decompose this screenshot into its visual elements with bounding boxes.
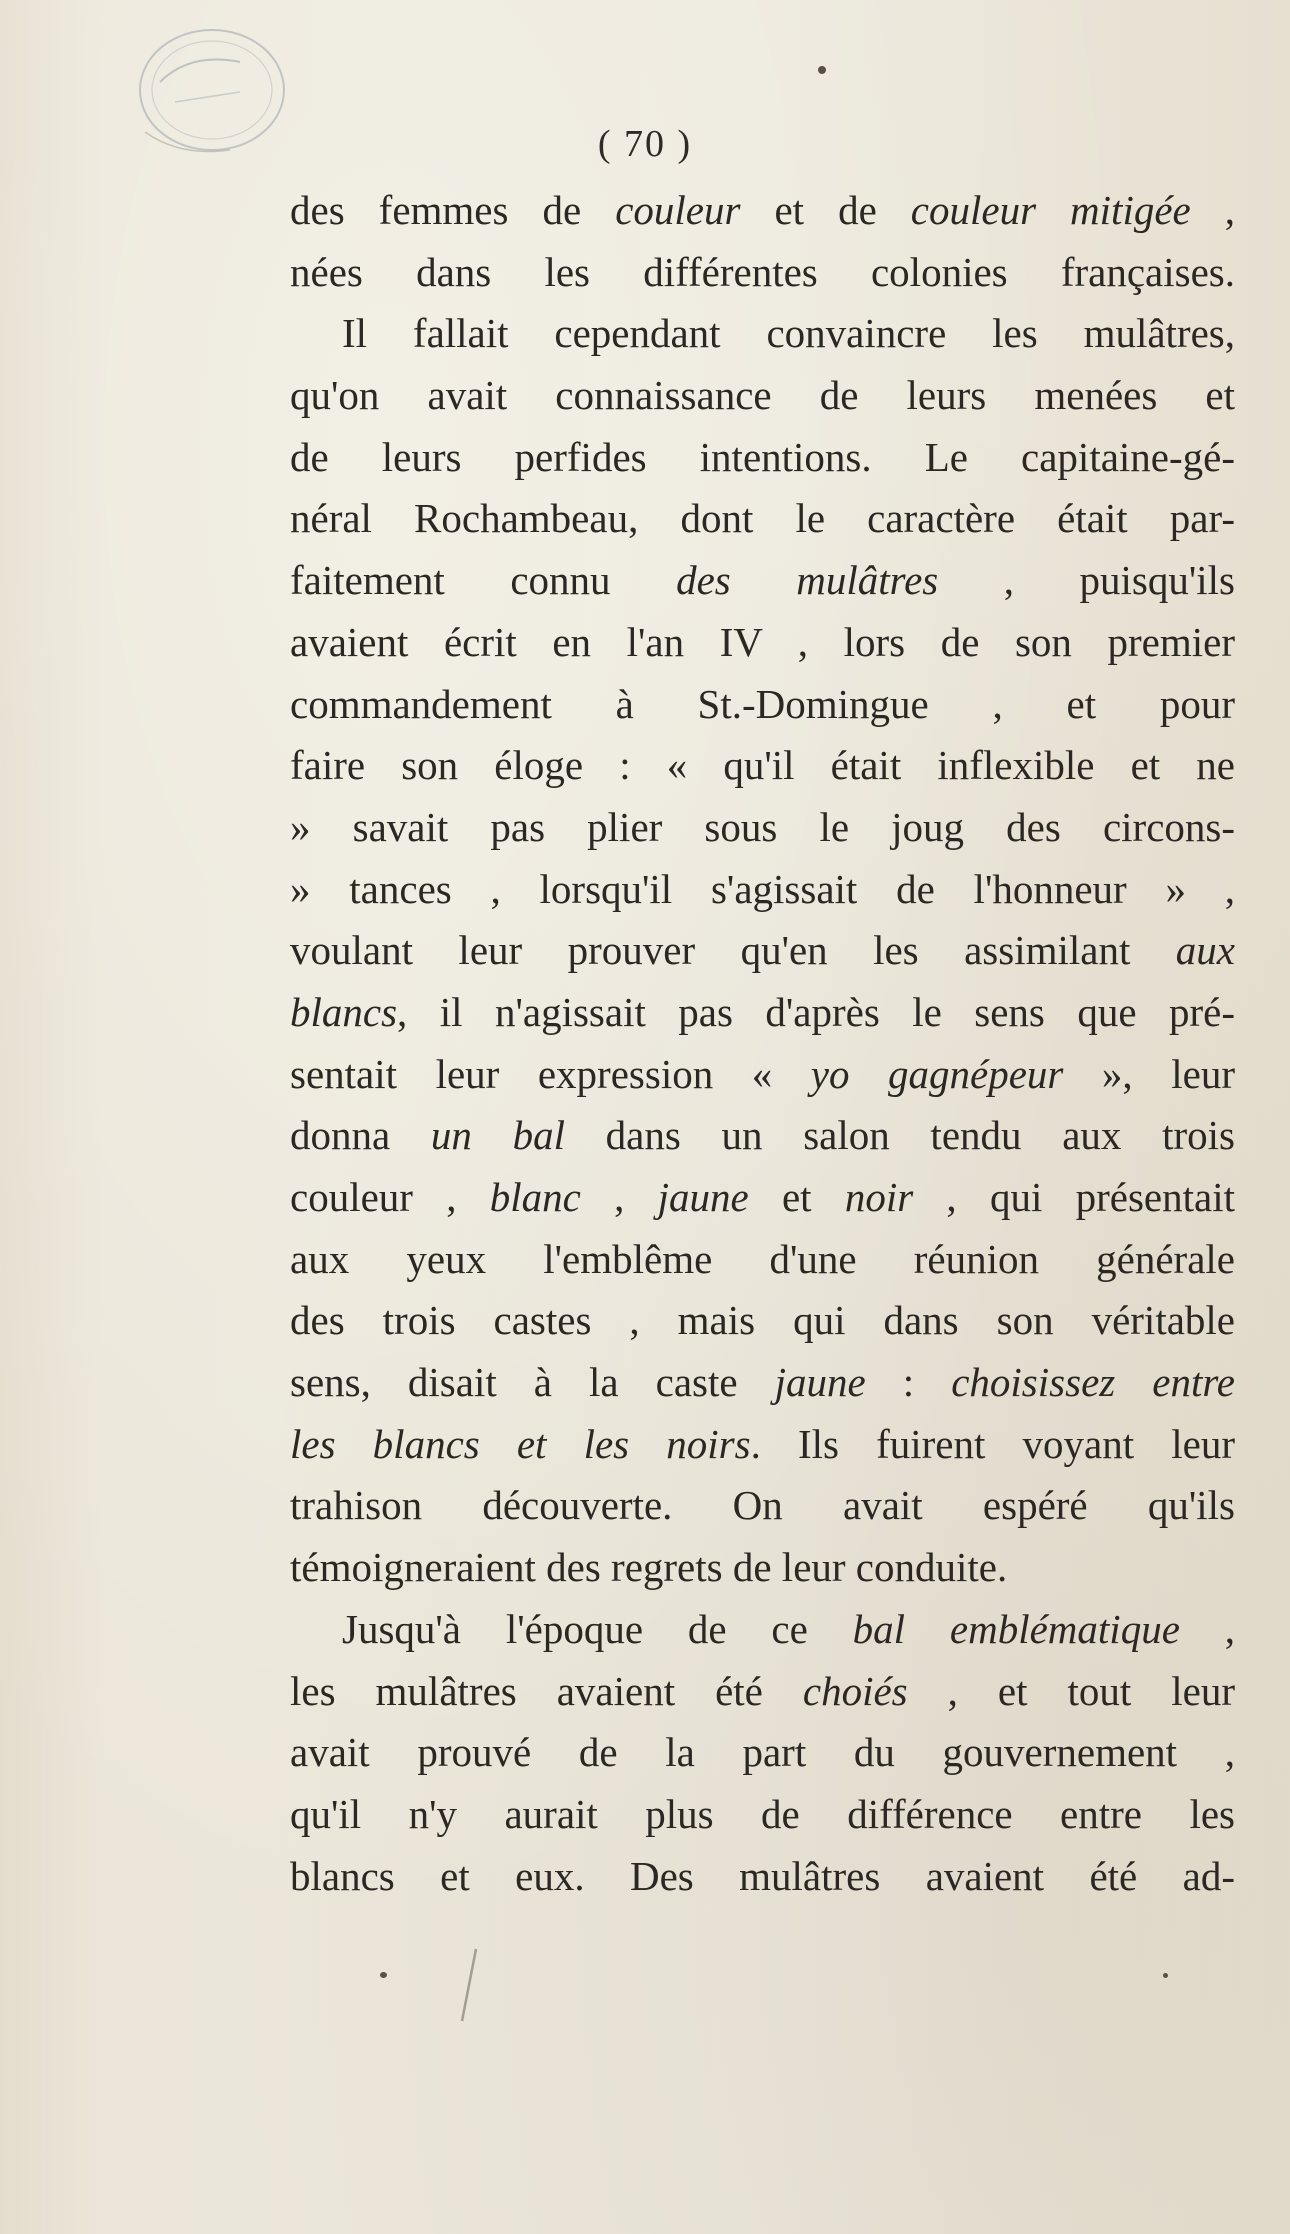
text-line	[290, 550, 1235, 612]
text-line	[290, 1846, 1235, 1908]
italic-text: un bal	[430, 1112, 565, 1159]
text-run: et de	[740, 187, 911, 233]
text-line	[290, 1414, 1235, 1476]
ink-speck	[818, 66, 826, 74]
text-line	[290, 1784, 1235, 1846]
text-run: blancs et eux. Des mulâtres avaient été ad-	[290, 1852, 1235, 1899]
text-run: des trois castes , mais qui dans son véritable	[290, 1297, 1235, 1344]
italic-text: des mulâtres	[676, 557, 939, 604]
text-line	[290, 1537, 1235, 1599]
text-line	[290, 1722, 1235, 1784]
text-run: témoigneraient des regrets de leur conduite.	[290, 1544, 1008, 1591]
page-number: ( 70 )	[597, 123, 693, 165]
text-run: faitement connu	[290, 557, 677, 604]
text-run: . Ils fuirent voyant leur	[750, 1420, 1235, 1467]
ink-speck	[380, 1972, 387, 1978]
pen-stroke-mark	[448, 1945, 488, 2025]
text-run: de leurs perfides intentions. Le capitaine-gé-	[290, 433, 1235, 480]
italic-text: blanc	[489, 1174, 581, 1220]
italic-text: couleur	[615, 187, 741, 233]
text-line	[290, 1229, 1235, 1291]
text-line	[290, 242, 1235, 304]
italic-text: aux	[1175, 927, 1235, 974]
italic-text: jaune	[657, 1174, 749, 1220]
text-run: aux yeux l'emblême d'une réunion générale	[290, 1235, 1235, 1282]
text-line	[290, 982, 1235, 1044]
text-run: commandement à St.-Domingue , et pour	[290, 680, 1235, 727]
text-line	[290, 1661, 1235, 1723]
text-run: Jusqu'à l'époque de ce	[342, 1605, 853, 1652]
italic-text: choiés	[802, 1667, 908, 1714]
text-line	[290, 1290, 1235, 1352]
italic-text: blancs	[290, 988, 398, 1035]
text-line	[290, 365, 1235, 427]
text-run: donna	[290, 1112, 431, 1159]
text-line	[290, 1167, 1235, 1229]
text-run: :	[865, 1359, 952, 1406]
text-run: ,	[1179, 1605, 1235, 1652]
text-run: faire son éloge : « qu'il était inflexible et ne	[290, 742, 1235, 789]
text-line	[290, 1352, 1235, 1414]
text-run: ,	[580, 1174, 658, 1220]
text-run: sens, disait à la caste	[290, 1359, 775, 1406]
italic-text: les blancs et les noirs	[290, 1420, 751, 1467]
text-line	[290, 180, 1235, 242]
text-line	[290, 488, 1235, 550]
text-run: et	[748, 1174, 845, 1220]
text-run: des femmes de	[290, 187, 616, 233]
ink-speck	[1163, 1973, 1168, 1978]
italic-text: couleur mitigée	[910, 187, 1191, 233]
text-run: , qui présentait	[913, 1174, 1235, 1220]
text-line	[290, 303, 1235, 365]
text-line	[290, 920, 1235, 982]
text-line	[290, 735, 1235, 797]
text-run: sentait leur expression «	[290, 1050, 811, 1097]
italic-text: bal emblématique	[852, 1605, 1180, 1652]
text-run: » savait pas plier sous le joug des circons-	[290, 803, 1235, 850]
italic-text: yo gagnépeur	[810, 1050, 1064, 1097]
text-line	[290, 674, 1235, 736]
text-run: » tances , lorsqu'il s'agissait de l'honneur » ,	[290, 865, 1235, 912]
text-run: nées dans les différentes colonies françaises.	[290, 248, 1235, 295]
italic-text: choisissez entre	[951, 1359, 1235, 1406]
text-run: trahison découverte. On avait espéré qu'ils	[290, 1482, 1235, 1529]
text-line	[290, 427, 1235, 489]
body-text	[290, 180, 1235, 1907]
text-line	[290, 1599, 1235, 1661]
italic-text: jaune	[774, 1359, 866, 1406]
text-line	[290, 1105, 1235, 1167]
text-run: ,	[1190, 187, 1235, 233]
text-run: néral Rochambeau, dont le caractère était par-	[290, 495, 1235, 542]
italic-text: noir	[844, 1174, 914, 1220]
text-run: avaient écrit en l'an IV , lors de son premier	[290, 618, 1235, 665]
text-run: dans un salon tendu aux trois	[564, 1112, 1235, 1159]
text-run: », leur	[1063, 1050, 1235, 1097]
text-line	[290, 1475, 1235, 1537]
text-run: , puisqu'ils	[938, 557, 1235, 604]
text-line	[290, 1044, 1235, 1106]
text-run: qu'il n'y aurait plus de différence entre les	[290, 1790, 1235, 1837]
text-run: , il n'agissait pas d'après le sens que pré-	[397, 988, 1235, 1035]
text-run: , et tout leur	[907, 1667, 1235, 1714]
text-line	[290, 612, 1235, 674]
text-run: voulant leur prouver qu'en les assimilant	[290, 927, 1176, 974]
text-run: avait prouvé de la part du gouvernement ,	[290, 1729, 1235, 1776]
text-run: couleur ,	[290, 1174, 490, 1220]
text-run: les mulâtres avaient été	[290, 1667, 803, 1714]
text-run: qu'on avait connaissance de leurs menées et	[290, 372, 1235, 419]
text-line	[290, 797, 1235, 859]
text-line	[290, 859, 1235, 921]
text-run: Il fallait cependant convaincre les mulâtres,	[342, 310, 1235, 357]
